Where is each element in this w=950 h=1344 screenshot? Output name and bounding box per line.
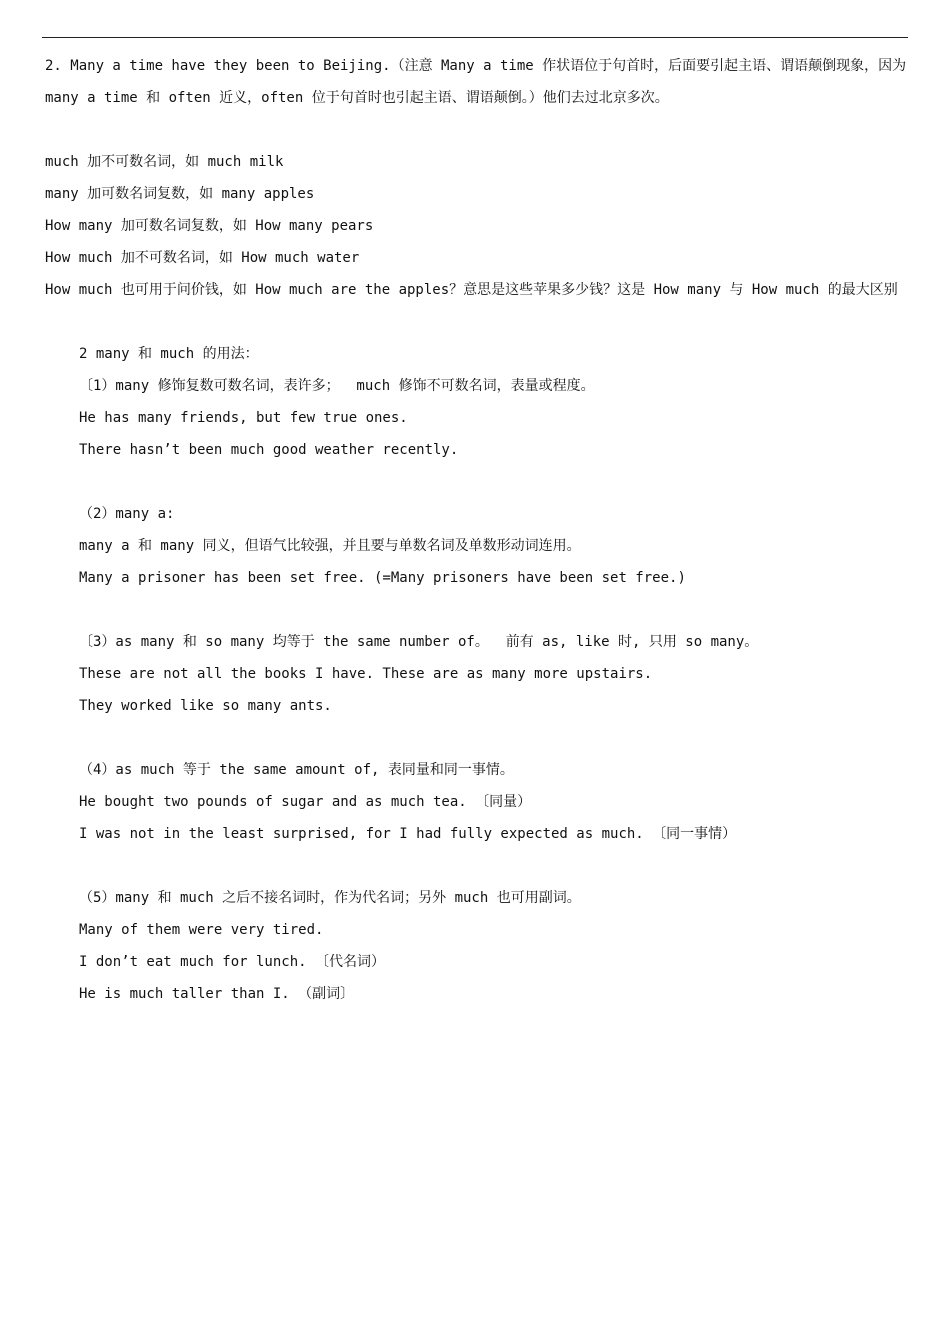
how-much-rule: How much 加不可数名词，如 How much water — [45, 250, 360, 266]
much-rule: much 加不可数名词，如 much milk — [45, 154, 284, 170]
spacer — [45, 594, 908, 626]
spacer — [45, 850, 908, 882]
section-2-title: （2）many a: — [79, 506, 175, 522]
section-3-example-2: They worked like so many ants. — [79, 698, 332, 714]
section-3-title: 〔3）as many 和 so many 均等于 the same number of。 前有 as, like 时, 只用 so many。 — [79, 634, 759, 650]
document-body — [45, 50, 915, 1010]
section-4-example-1: He bought two pounds of sugar and as much tea. 〔同量） — [79, 794, 532, 810]
section-5-example-1: Many of them were very tired. — [79, 922, 324, 938]
header-rule — [42, 37, 908, 38]
section-4-title: （4）as much 等于 the same amount of, 表同量和同一事情。 — [79, 762, 514, 778]
section-4-example-2: I was not in the least surprised, for I had fully expected as much. 〔同一事情） — [79, 826, 737, 842]
section-2-description: many a 和 many 同义，但语气比较强，并且要与单数名词及单数形动词连用。 — [79, 538, 581, 554]
spacer — [45, 306, 908, 338]
section-5-example-2: I don’t eat much for lunch. 〔代名词） — [79, 954, 386, 970]
spacer — [45, 114, 908, 146]
section-3-example-1: These are not all the books I have. These are as many more upstairs. — [79, 666, 653, 682]
section-5-example-3: He is much taller than I. （副词〕 — [79, 986, 355, 1002]
how-many-rule: How many 加可数名词复数，如 How many pears — [45, 218, 374, 234]
section-5-title: （5）many 和 much 之后不接名词时，作为代名词；另外 much 也可用副词。 — [79, 890, 581, 906]
spacer — [45, 722, 908, 754]
section-1-example-1: He has many friends, but few true ones. — [79, 410, 408, 426]
section-title: 2 many 和 much 的用法： — [79, 346, 259, 362]
spacer — [45, 466, 908, 498]
section-1-title: 〔1）many 修饰复数可数名词，表许多； much 修饰不可数名词，表量或程度。 — [79, 378, 595, 394]
intro-paragraph: 2. Many a time have they been to Beijing.（注意 Many a time 作状语位于句首时，后面要引起主语、谓语颠倒现象，因为 many a time 和 often 近义，often 位于句首时也引起主语、谓语颠倒。）他们去过北京多次。 — [45, 58, 915, 106]
many-rule: many 加可数名词复数，如 many apples — [45, 186, 315, 202]
section-1-example-2: There hasn’t been much good weather recently. — [79, 442, 459, 458]
section-2-example-1: Many a prisoner has been set free. (=Many prisoners have been set free.) — [79, 570, 686, 586]
how-much-price-rule: How much 也可用于问价钱，如 How much are the apples？意思是这些苹果多少钱？这是 How many 与 How much 的最大区别 — [45, 282, 898, 298]
